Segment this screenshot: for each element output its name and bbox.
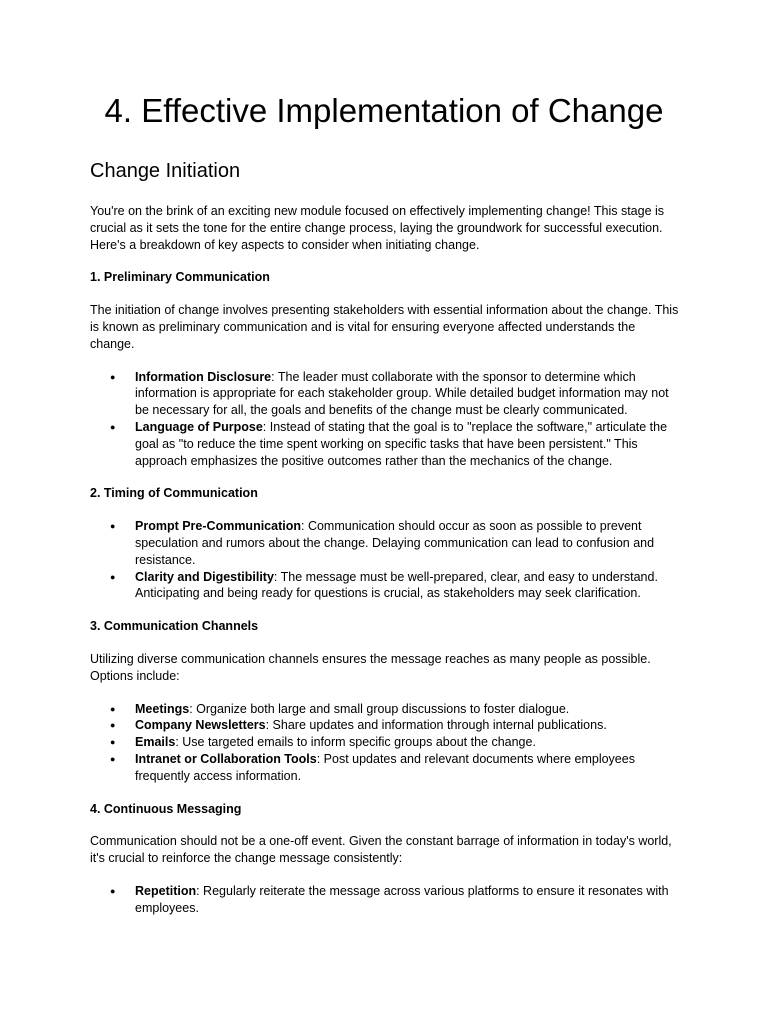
list-item (90, 369, 680, 419)
subsection-paragraph: Utilizing diverse communication channels ensures the message reaches as many people as possible. Options include: (90, 651, 651, 683)
list-item (90, 883, 680, 917)
bullet-text: : Organize both large and small group discussions to foster dialogue. (189, 701, 570, 716)
list-item (90, 419, 680, 469)
subsection-heading: 4. Continuous Messaging (90, 801, 242, 816)
document-body (90, 203, 680, 933)
list-item (90, 751, 680, 785)
bullet-term: Prompt Pre-Communication (135, 519, 301, 534)
bullet-term: Intranet or Collaboration Tools (135, 751, 317, 766)
intro-paragraph: You're on the brink of an exciting new module focused on effectively implementing change! This stage is crucial as it sets the tone for the entire change process, laying the groundwork for successful execution. Here's a breakdown of key aspects to consider when initiating change. (90, 204, 665, 252)
section-title: Change Initiation (90, 160, 241, 182)
bullet-term: Meetings (135, 701, 190, 716)
bullet-term: Information Disclosure (135, 369, 272, 384)
bullet-text: : Share updates and information through internal publications. (265, 718, 607, 733)
bullet-text: : Instead of stating that the goal is to "replace the software," articulate the goal as "to reduce the time spent working on specific tasks that have been persistent." This approach emphasizes the positive outcomes rather than the mechanics of the change. (135, 419, 668, 468)
bullet-term: Emails (135, 735, 176, 750)
subsection-paragraph: Communication should not be a one-off event. Given the constant barrage of information in today's world, it's crucial to reinforce the change message consistently: (90, 834, 672, 866)
bullet-list (90, 701, 680, 785)
bullet-text: : The message must be well-prepared, clear, and easy to understand. Anticipating and being ready for questions is crucial, as stakeholders may seek clarification. (135, 569, 658, 601)
bullet-term: Company Newsletters (135, 718, 266, 733)
bullet-text: : Use targeted emails to inform specific groups about the change. (175, 735, 536, 750)
bullet-list (90, 518, 680, 602)
list-item (90, 518, 680, 568)
bullet-term: Clarity and Digestibility (135, 569, 274, 584)
subsection-paragraph: The initiation of change involves presenting stakeholders with essential information about the change. This is known as preliminary communication and is vital for ensuring everyone affected understands the change. (90, 303, 679, 351)
list-item (90, 569, 680, 603)
bullet-text: : Regularly reiterate the message across various platforms to ensure it resonates with employees. (135, 883, 669, 915)
subsection-heading: 1. Preliminary Communication (90, 270, 270, 285)
bullet-text: : The leader must collaborate with the sponsor to determine which information is appropriate for each stakeholder group. While detailed budget information may not be necessary for all, the goals and benefits of the change must be clearly communicated. (135, 369, 669, 418)
document-title: 4. Effective Implementation of Change (104, 92, 664, 129)
bullet-term: Language of Purpose (135, 419, 263, 434)
list-item (90, 701, 680, 718)
bullet-list (90, 369, 680, 470)
bullet-list (90, 883, 680, 917)
subsection-heading: 3. Communication Channels (90, 619, 259, 634)
bullet-text: : Post updates and relevant documents where employees frequently access information. (135, 751, 635, 783)
bullet-term: Repetition (135, 883, 197, 898)
bullet-text: : Communication should occur as soon as possible to prevent speculation and rumors about the change. Delaying communication can lead to confusion and resistance. (135, 519, 655, 567)
subsection-heading: 2. Timing of Communication (90, 486, 258, 501)
list-item (90, 734, 680, 751)
list-item (90, 717, 680, 734)
